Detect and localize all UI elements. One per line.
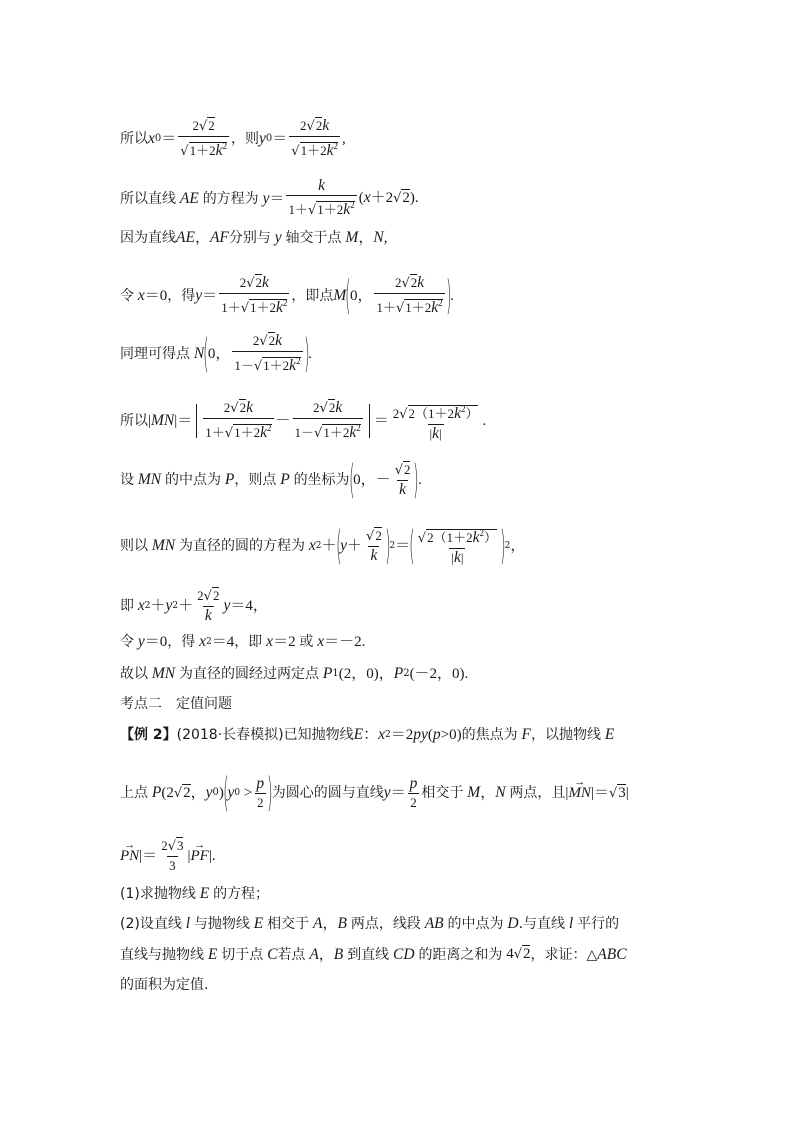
line-simplified: 即 x 2 ＋ y 2 ＋ $\frac{2√2}{k}$ y ＝4， (120, 588, 268, 624)
text: 故以 (120, 666, 148, 682)
example-line-3: → PN|＝ $\frac{2√3}{3}$ |→ PF|. (120, 838, 216, 874)
text: ，则 (230, 131, 259, 147)
text: 为直径的圆的方程为 (179, 537, 305, 554)
text: 的中点为 (447, 916, 504, 932)
text: ，即点 (291, 288, 334, 304)
text: (1)求抛物线 (120, 886, 196, 902)
question-2-line-3 (120, 975, 208, 995)
text: 若点 (277, 946, 306, 963)
text: .与直线 (518, 916, 566, 932)
text: 所以 (120, 413, 148, 429)
text: 的面积为定值. (120, 977, 209, 993)
text: 则以 (120, 537, 148, 554)
example-label: 【例 2】 (120, 727, 177, 743)
line-mn-length: 所以 |MN|＝ $\frac{2√2k}{1+√1+2k^2}$ － $\frac{2√2k}{1-√1+2k^2}$ ＝ $\frac{2√2(1+2k^2)}{|k|}$ . (120, 399, 487, 442)
example-line-2: 上点 P (2√2， y 0 ) ( y 0 > $\frac{p}{2}$ ) 为圆心的圆与直线 y ＝ $\frac{p}{2}$ 相交于 M ， N 两点，且 |→ MN|＝√3| (120, 775, 629, 811)
text: 切于点 (221, 946, 264, 963)
text: 的焦点为 (461, 727, 518, 743)
text: ，则点 (234, 472, 277, 488)
text: 为圆心的圆与直线 (271, 785, 384, 801)
line-point-n: 同理可得点 N ( 0， $\frac{2√2k}{1-√1+2k^2}$ ) . (120, 331, 312, 377)
text: 或 (299, 634, 314, 650)
text: 的方程； (213, 886, 270, 902)
section-heading (120, 694, 232, 714)
text: 轴交于点 (285, 230, 342, 246)
text: 与抛物线 (193, 916, 250, 932)
line-midpoint-p: 设 MN 的中点为 P ，则点 P 的坐标为 ( 0，－ $\frac{√2}{k}$ ) . (120, 457, 422, 503)
text: 分别与 (228, 230, 271, 246)
text: 相交于 (267, 916, 310, 932)
text: 所以直线 (120, 190, 176, 207)
text: 所以 (120, 131, 148, 147)
text: 的距离之和为 (418, 946, 503, 963)
text: 的中点为 (165, 472, 221, 488)
heading-text: 考点二 定值问题 (120, 696, 232, 712)
text: ，以抛物线 (530, 727, 601, 743)
text: ，即 (234, 634, 263, 650)
line-fixed-points: 故以 MN 为直径的圆经过两定点 P 1 (2，0)， P 2 (－2，0). (120, 665, 469, 682)
question-1: (1)求抛物线 E 的方程； (120, 885, 270, 902)
example-line-1: 【例 2】 (2018·长春模拟)已知抛物线 E ： x 2 ＝2 py ( p >0) 的焦点为 F ，以抛物线 E (120, 726, 615, 743)
text: 上点 (120, 785, 148, 801)
text: 因为直线 (120, 230, 176, 246)
text: 的方程为 (202, 190, 259, 207)
text: ，求证：△ (530, 946, 598, 963)
text: 为直径的圆经过两定点 (179, 666, 319, 682)
line-circle-equation: 则以 MN 为直径的圆的方程为 x 2 ＋ ( y ＋ $\frac{√2}{k}$ ) 2 ＝ ( $\frac{√2(1+2k^2)}{|k|}$ ) 2 ， (120, 522, 526, 569)
text: 同理可得点 (120, 346, 190, 362)
text: 相交于 (421, 785, 464, 801)
line-y-zero: 令 y ＝0 ，得 x 2 ＝4 ，即 x ＝2 或 x ＝－2. (120, 633, 366, 650)
line-x0-y0: 所以 x 0 ＝ $\frac{2√2}{√1+2k^2}$ ，则 y 0 ＝ $\frac{2√2k}{√1+2k^2}$ , (120, 117, 346, 159)
text: 令 (120, 634, 134, 650)
text: 的坐标为 (293, 472, 350, 488)
text: 直线与抛物线 (120, 946, 204, 963)
text: 平行的 (577, 916, 620, 932)
line-ae-equation: 所以直线 AE 的方程为 y ＝ $\frac{k}{1+√1+2k^2}$ (x＋2√2). (120, 177, 419, 218)
line-ae-af: 因为直线 AE ， AF 分别与 y 轴交于点 M ， N , (120, 229, 388, 246)
text: 两点，线段 (350, 916, 421, 932)
text: 两点，且 (509, 785, 566, 801)
line-point-m: 令 x ＝0 ，得 y ＝ $\frac{2√2k}{1+√1+2k^2}$ ，即点 M ( 0， $\frac{2√2k}{1+√1+2k^2}$ ) . (120, 273, 455, 319)
text: ，得 (167, 288, 196, 304)
text: 到直线 (347, 946, 390, 963)
text: 令 (120, 288, 134, 304)
text: (2)设直线 (120, 916, 182, 932)
text: (2018·长春模拟)已知抛物线 (176, 727, 354, 743)
question-2-line-2: 直线与抛物线 E 切于点 C 若点 A ， B 到直线 CD 的距离之和为 4√2 ，求证：△ ABC (120, 945, 627, 963)
text: ，得 (167, 634, 196, 650)
text: 即 (120, 598, 134, 614)
question-2-line-1: (2)设直线 l 与抛物线 E 相交于 A ， B 两点，线段 AB 的中点为 D .与直线 l 平行的 (120, 915, 620, 932)
text: 设 (120, 472, 134, 488)
